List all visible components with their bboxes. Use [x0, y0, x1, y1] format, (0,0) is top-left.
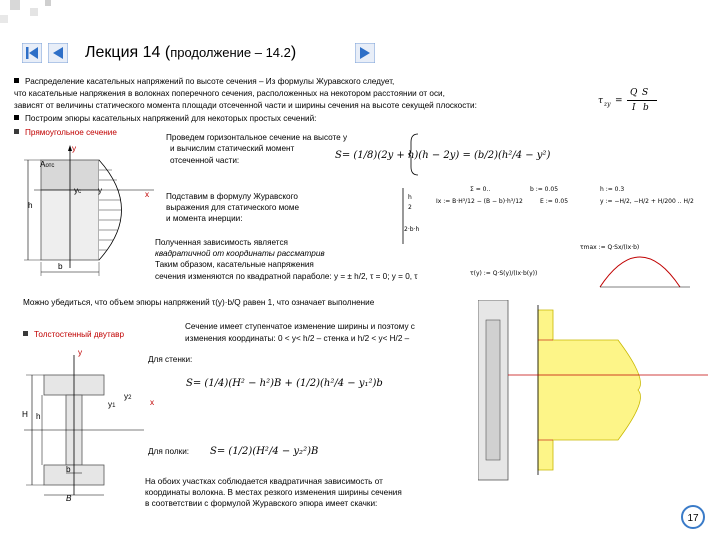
- ibeam-text-2: [185, 334, 409, 345]
- brace-formula: [408, 132, 448, 177]
- conclusion-1: На обоих участках соблюдается квадратичная зависимость от: [145, 477, 383, 486]
- conclusion-2: координаты волокна. В местах резкого изменения ширины сечения: [145, 488, 402, 497]
- formula-eq: =: [615, 96, 623, 106]
- result-text-4-tail: y = ± h/2, τ: [333, 272, 374, 281]
- intro-line-1: [14, 77, 394, 88]
- result-text-1: Полученная зависимость является: [155, 238, 288, 247]
- bullet-icon: [14, 129, 19, 134]
- rect-label-yc: [74, 186, 81, 198]
- bullet-icon: [23, 331, 28, 336]
- mc-b: b := 0.05: [530, 186, 559, 193]
- label-y2: y: [124, 392, 129, 401]
- formula-num-s: S: [642, 88, 649, 98]
- mathcad-brace: [400, 186, 420, 246]
- label-yc: y: [74, 186, 79, 195]
- volume-note: [23, 298, 374, 309]
- mc-h: h := 0.3: [600, 186, 625, 193]
- slide-number: 17: [681, 505, 705, 529]
- title-close: ): [290, 44, 297, 61]
- mc-tau-func: τ(y) := Q·S(y)/(Ix·b(y)): [470, 270, 538, 277]
- mc-e: E := 0.05: [540, 198, 569, 205]
- ibeam-text-2c: < H/2 –: [382, 334, 410, 343]
- flange-label: Для полки:: [148, 447, 190, 456]
- rect-text-1: Проведем горизонтальное сечение на высоте y: [166, 133, 348, 142]
- arrow-right-icon: [355, 43, 375, 63]
- rect-label-h: h: [28, 201, 33, 210]
- flange-s-rhs: = (1/2)(H²/4 − y₂²)B: [216, 446, 319, 457]
- arrow-left-icon: [48, 43, 68, 63]
- formula-den-i: I: [632, 103, 636, 113]
- bullet-rect-text: Прямоугольное сечение: [25, 128, 117, 137]
- bullet-icon: [14, 78, 19, 83]
- ibeam-label-y: y: [78, 348, 83, 357]
- ibeam-label-y2: y2: [124, 392, 132, 401]
- rect-label-yy: y: [98, 186, 103, 195]
- corner-squares-icon: [0, 0, 80, 35]
- title-subtitle: продолжение – 14.2: [170, 45, 291, 60]
- ibeam-label-y1: y1: [108, 400, 116, 409]
- rect-label-y: y: [72, 144, 77, 153]
- ibeam-diagram: [14, 345, 154, 505]
- volume-note-2: (y)·b/Q: [215, 298, 241, 307]
- intro-line-3: зависят от величины статического момента площади отсеченной части и ширины сечения на высоте секущей плоскости:: [14, 101, 477, 110]
- result-text-3: Таким образом, касательные напряжения: [155, 260, 314, 269]
- ibeam-label-h: h: [36, 412, 41, 421]
- title-text: Лекция 14 (: [85, 44, 171, 61]
- result-text-4-tail2: = 0; y = 0, τ: [375, 272, 418, 281]
- bullet-ibeam: [23, 330, 124, 341]
- intro-line-2: что касательные напряжения в волокнах поперечного сечения, расположенных на некотором расстоянии от оси,: [14, 89, 445, 98]
- conclusion-3: в соответствии с формулой Журавского эпюра имеет скачки:: [145, 499, 378, 508]
- prev-slide-button[interactable]: [48, 43, 68, 63]
- flange-formula: [210, 446, 318, 457]
- mc-den2: 2: [408, 204, 412, 211]
- rect-label-a: [40, 160, 54, 172]
- page-title: [85, 43, 296, 63]
- result-text-4-main: сечения изменяются по квадратной параболе:: [155, 272, 332, 281]
- mc-sigma: Σ = 0..: [470, 186, 491, 193]
- zhuravsky-formula: [598, 86, 678, 118]
- formula-den-b: b: [643, 103, 649, 113]
- result-text-4: [155, 272, 418, 283]
- corner-decoration: [0, 0, 80, 35]
- rect-text-3: отсеченной части:: [170, 156, 240, 165]
- ibeam-label-x: x: [150, 398, 155, 407]
- mc-tau-max: τmax := Q·Sx/(Ix·b): [580, 244, 640, 251]
- label-a-sub: отс: [45, 163, 55, 169]
- bullet-build-diagrams: [14, 114, 316, 125]
- label-yc-sub: c: [78, 189, 82, 195]
- ibeam-stress-fill: [538, 310, 641, 470]
- ibeam-text-1: Сечение имеет ступенчатое изменение ширины и поэтому с: [185, 322, 415, 331]
- rect-section-diagram: [14, 140, 174, 280]
- ibeam-stress-plot: [478, 300, 714, 500]
- web-s-symbol: S: [186, 378, 193, 389]
- next-slide-button[interactable]: [355, 43, 375, 63]
- formula-tau-sub: zy: [604, 101, 611, 108]
- mc-2bh: 2·b·h: [404, 226, 420, 233]
- mc-h-frac: h: [408, 194, 412, 201]
- rect-text-2: и вычислим статический момент: [170, 144, 295, 153]
- rect-plot: [580, 232, 710, 292]
- result-text-2: квадратичной от координаты рассматрив: [155, 249, 325, 258]
- fraction-line: [627, 100, 657, 101]
- bullet-build-text: Построим эпюры касательных напряжений для некоторых простых сечений:: [25, 114, 317, 123]
- bullet-ibeam-text: Толстостенный двутавр: [34, 330, 125, 339]
- web-s-rhs: = (1/4)(H² − h²)B + (1/2)(h²/4 − y₁²)b: [192, 378, 383, 389]
- bullet-icon: [14, 115, 19, 120]
- static-s-rhs: = (1/8)(2y + h)(h − 2y) = (b/2)(h²/4 − y²): [341, 150, 551, 161]
- static-s-symbol: S: [335, 150, 342, 161]
- volume-note-3: равен 1, что означает выполнение: [242, 298, 375, 307]
- subst-text-3: и момента инерции:: [166, 214, 243, 223]
- skip-back-icon: [22, 43, 42, 63]
- ibeam-label-b: b: [66, 465, 71, 474]
- rect-label-x: x: [145, 190, 150, 199]
- web-label: Для стенки:: [148, 355, 193, 364]
- ibeam-text-2b: < h/2 – стенка и h/2 < y: [295, 334, 383, 343]
- subst-text-2: выражения для статического моме: [166, 203, 300, 212]
- ibeam-label-H: H: [22, 410, 28, 419]
- flange-s-symbol: S: [210, 446, 217, 457]
- formula-num-q: Q: [630, 88, 638, 98]
- intro-line-1-text: Распределение касательных напряжений по высоте сечения – Из формулы Журавского следует,: [25, 77, 395, 86]
- rect-label-b: b: [58, 262, 63, 271]
- first-slide-button[interactable]: [22, 43, 42, 63]
- ibeam-text-2a: изменения координаты: 0 < y: [185, 334, 296, 343]
- web-formula: [186, 378, 383, 389]
- mc-y-range: y := −H/2, −H/2 + H/200 .. H/2: [600, 198, 694, 205]
- label-a: A: [40, 160, 46, 169]
- bullet-rect-section: [14, 128, 117, 139]
- formula-tau: τ: [598, 96, 603, 106]
- subst-text-1: Подставим в формулу Журавского: [166, 192, 298, 201]
- mc-ix: Ix := B·H³/12 − (B − b)·h³/12: [436, 198, 523, 205]
- volume-note-1: Можно убедиться, что объем эпюры напряжений τ: [23, 298, 216, 307]
- ibeam-label-B: B: [66, 494, 72, 503]
- label-y1: y: [108, 400, 113, 409]
